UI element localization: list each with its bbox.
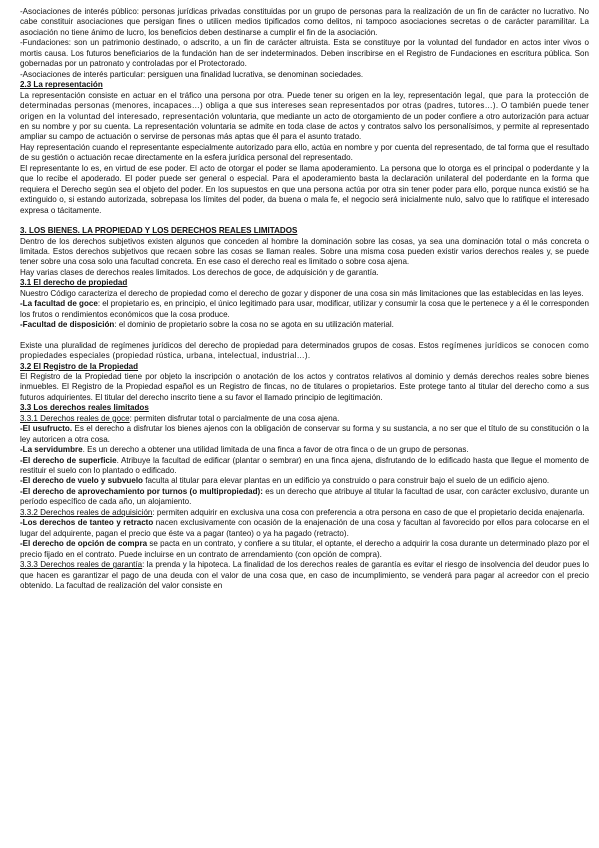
paragraph-asociaciones-interes-particular: -Asociaciones de interés particular: persiguen una finalidad lucrativa, se denominan sociedades. (20, 69, 364, 79)
paragraph-servidumbre (20, 445, 589, 455)
bold-term: -El derecho de opción de compra (20, 539, 148, 549)
paragraph-vuelo (20, 476, 589, 486)
paragraph-fundaciones: -Fundaciones: son un patrimonio destinado, o adscrito, a un fin de carácter altruista. Esta se constituye por la voluntad del fundador en actos inter vivos o mortis causa. Los futuros beneficiarios de la fundación han de ser indeterminados. Deben inscribirse en el Registro de Fundaciones en escritura pública. Son gobernadas por un patronato y controladas por el Protectorado. (20, 38, 589, 69)
paragraph-facultad-goce (20, 299, 589, 320)
text-span: : el dominio de propietario sobre la cosa no se agota en su utilización material. (114, 320, 394, 330)
paragraph-bienes-1: Dentro de los derechos subjetivos existen algunos que conceden al hombre la dominación sobre las cosas, ya sea una dominación total o más concreta o limitada. Estos derechos subjetivos que recaen sobre las cosas se llaman reales. Sobre una misma cosa pueden existir varios derechos reales y, se puede tener sobre una cosa solo una facultad concreta. En ese caso el derecho real es limitado o sobre cosa ajena. (20, 236, 589, 267)
text-span: Existe una pluralidad de regímenes jurídicos del derecho de propiedad para determinados grupos de cosas. Estos (20, 340, 442, 350)
paragraph-registro: El Registro de la Propiedad tiene por objeto la inscripción o anotación de los actos y contratos relativos al dominio y demás derechos reales sobre bienes inmuebles. El Registro de la Propiedad español es un Registro de fincas, no de titulares o propietarios. Este protege tanto al titular del derecho como a sus futuros adquirientes. El titular del derecho inscrito tiene a su favor el llamado principio de legitimación. (20, 371, 589, 402)
spacer (20, 331, 589, 341)
text-span: . Es un derecho a obtener una utilidad limitada de una finca a favor de otra finca o de un grupo de personas. (82, 445, 469, 455)
text-span: : permiten adquirir en exclusiva una cosa con preferencia a otra persona en caso de que el propietario decida enajenarla. (152, 507, 585, 517)
bold-term: -El derecho de aprovechamiento por turnos (o multipropiedad): (20, 486, 263, 496)
text-span: voluntaria, que mediante un acto de otorgamiento de un poder confiere a otro autorización para actuar en su nombre y por su cuenta. La representación voluntaria se admite en toda clase de actos y contratos salvo los personalísimos, y permite al representado ampliar su campo de actuación o servirse de personas más aptas que él para el asunto tratado. (20, 111, 589, 142)
paragraph-representacion-3: El representante lo es, en virtud de ese poder. El acto de otorgar el poder se llama apoderamiento. La persona que lo otorga es el principal o poderdante y la que lo recibe el apoderado. El poder puede ser general o especial. Para el apoderamiento basta la declaración unilateral del poderdante en la forma que requiera el Derecho según sea el objeto del poder. En los supuestos en que una persona actúa por otra sin tener poder para ello, porque nunca existió se ha extinguido o, si estando autorizada, sobrepasa los límites del poder, da buena o mala fe, el negocio será inicialmente nulo, salvo que lo ratifique el interesado expresa o tácitamente. (20, 163, 589, 215)
heading-registro-propiedad: 3.2 El Registro de la Propiedad (20, 361, 139, 371)
bold-term: -Los derechos de tanteo y retracto (20, 518, 154, 528)
heading-representacion: 2.3 La representación (20, 80, 103, 90)
bold-term: -La facultad de goce (20, 299, 98, 309)
bold-term: -El derecho de vuelo y subvuelo (20, 476, 143, 486)
paragraph-opcion-compra (20, 539, 589, 560)
text-span: es un derecho que atribuye al titular la facultad de usar, con carácter exclusivo, durante un período específico de cada año, un alojamiento. (20, 486, 589, 507)
paragraph-bienes-2: Hay varias clases de derechos reales limitados. Los derechos de goce, de adquisición y de garantía. (20, 267, 379, 277)
paragraph-tanteo-retracto (20, 518, 589, 539)
text-span: La representación consiste en actuar en el tráfico una persona por otra. Puede tener su origen en la ley, representación (20, 90, 465, 100)
paragraph-asociaciones-interes-publico: -Asociaciones de interés público: personas jurídicas privadas constituidas por un grupo de personas para la realización de un fin de carácter no lucrativo. No cabe constituir asociaciones que persigan fines o utilicen medios tipificados como delitos, ni tampoco asociaciones secretas o de carácter paramilitar. La asociación no tiene ánimo de lucro, los beneficios deben destinarse a cumplir el fin de la asociación. (20, 7, 589, 37)
text-span: se pacta en un contrato, y confiere a su titular, el optante, el derecho a adquirir la cosa durante un determinado plazo por el precio fijado en el contrato. Puede incluirse en un contrato de arrendamiento (con opción de compra). (20, 539, 589, 559)
paragraph-garantia (20, 560, 589, 591)
bold-term: -Facultad de disposición (20, 320, 115, 330)
paragraph-regimenes (20, 341, 589, 362)
text-span: faculta al titular para elevar plantas en un edificio ya construido o para construir bajo el suelo de un edificio ajeno. (142, 476, 550, 486)
text-span: : permiten disfrutar total o parcialmente de una cosa ajena. (129, 413, 340, 423)
text-span: Es el derecho a disfrutar los bienes ajenos con la obligación de conservar su forma y su sustancia, a no ser que el título de su constitución o la ley autoricen a otra cosa. (20, 424, 590, 444)
paragraph-superficie (20, 456, 589, 477)
text-span: . Atribuye la facultad de edificar (plantar o sembrar) en una finca ajena, disfrutando de lo edificado hasta que llegue el momento de restituir el suelo con lo plantado o edificado. (20, 455, 590, 476)
paragraph-multipropiedad (20, 487, 589, 508)
bold-term: -El usufructo. (20, 424, 73, 434)
underlined-term: 3.3.1 Derechos reales de goce (20, 413, 130, 423)
heading-derechos-reales-limitados: 3.3 Los derechos reales limitados (20, 403, 149, 413)
paragraph-goce (20, 414, 589, 424)
spacer (20, 216, 589, 226)
underlined-term: 3.3.3 Derechos reales de garantía (20, 560, 143, 570)
bold-term: -La servidumbre (20, 445, 83, 455)
paragraph-usufructo (20, 424, 589, 445)
underlined-term: 3.3.2 Derechos reales de adquisición (20, 507, 153, 517)
bold-term: -El derecho de superficie (20, 455, 117, 465)
text-span: : el propietario es, en principio, el único legitimado para usar, modificar, utilizar y consumir la cosa que le pertenece y a él le corresponden los frutos o rendimientos económicos que la cosa produce. (20, 299, 589, 319)
text-span-spaced: legal, que para la protección de determinadas personas (menores, incapaces…) obliga a que sus intereses sean representados por otras (padres, tutores…). O también puede tener origen en la voluntad del interesado, representación (20, 90, 589, 121)
text-span-spaced: regímenes jurídicos se conocen como propiedades especiales (propiedad rústica, urbana, intelectual, industrial…). (20, 340, 589, 361)
paragraph-adquisicion (20, 508, 589, 518)
text-span: nacen exclusivamente con ocasión de la enajenación de una cosa y facultan al favorecido por ellos para colocarse en el lugar del adquirente, pagan el precio que éste va a pagar (tanteo) o ya ha pagado (retracto). (20, 518, 589, 538)
paragraph-propiedad: Nuestro Código caracteriza el derecho de propiedad como el derecho de gozar y disponer de una cosa sin más limitaciones que las establecidas en las leyes. (20, 288, 584, 298)
paragraph-representacion-1 (20, 91, 589, 143)
paragraph-facultad-disposicion (20, 320, 589, 330)
paragraph-representacion-2: Hay representación cuando el representante especialmente autorizado para ello, actúa en nombre y por cuenta del representado, de tal forma que el resultado de su gestión o actuación recae directamente en la esfera jurídica personal del representado. (20, 142, 589, 163)
heading-bienes: 3. LOS BIENES. LA PROPIEDAD Y LOS DERECHOS REALES LIMITADOS (20, 226, 298, 236)
text-span: : la prenda y la hipoteca. La finalidad de los derechos reales de garantía es evitar el riesgo de insolvencia del deudor pues lo que hacen es garantizar el pago de una deuda con el valor de una cosa que, en caso de incumplimiento, se venderá para pagar al acreedor con el precio obtenido. La facultad de realización del valor consiste en (20, 560, 589, 591)
heading-derecho-propiedad: 3.1 El derecho de propiedad (20, 278, 128, 288)
